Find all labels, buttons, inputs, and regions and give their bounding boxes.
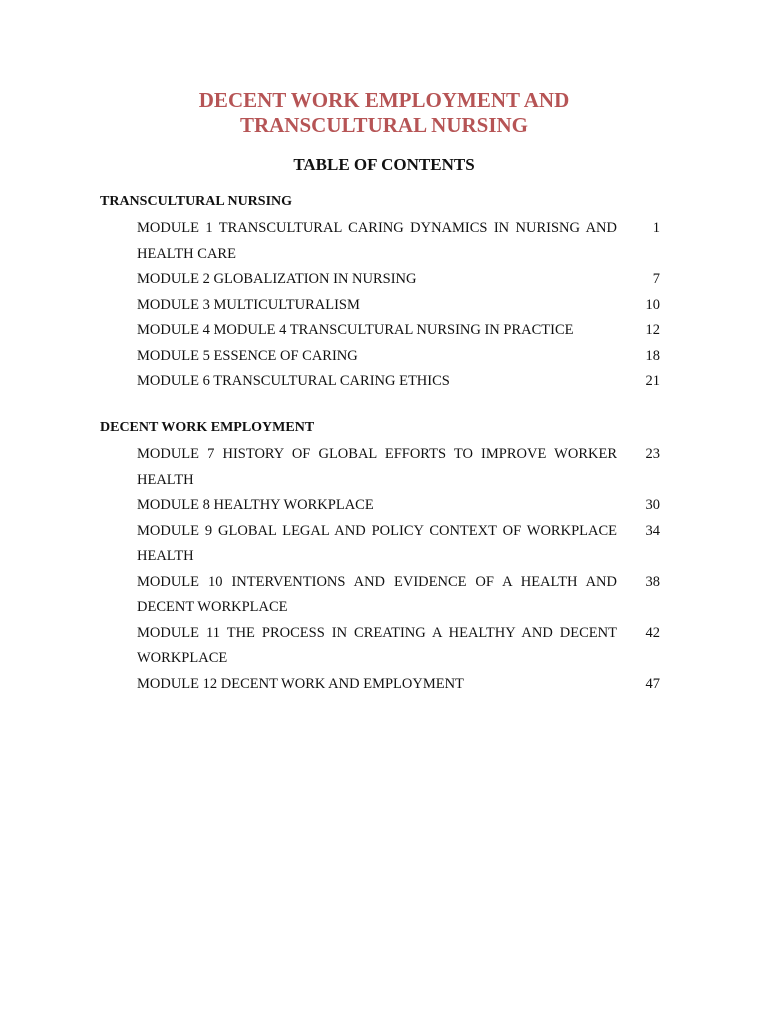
document-title-line-1: DECENT WORK EMPLOYMENT AND — [198, 88, 570, 112]
toc-entry-page: 42 — [645, 624, 660, 641]
toc-entry-title: MODULE 5 ESSENCE OF CARING — [137, 347, 358, 364]
toc-entry-title: MODULE 1 TRANSCULTURAL CARING DYNAMICS IN NURISNG AND HEALTH CARE — [137, 220, 617, 262]
toc-entry[interactable] — [100, 216, 660, 267]
toc-entry-page: 10 — [645, 296, 660, 313]
section-heading: DECENT WORK EMPLOYMENT — [100, 420, 315, 435]
toc-entry-page: 47 — [645, 675, 660, 692]
toc-entry-title: MODULE 2 GLOBALIZATION IN NURSING — [137, 271, 417, 287]
toc-entry[interactable] — [100, 519, 660, 570]
toc-entry[interactable] — [100, 267, 660, 293]
toc-entry-title: MODULE 7 HISTORY OF GLOBAL EFFORTS TO IMPROVE WORKER HEALTH — [137, 446, 617, 488]
section-heading: TRANSCULTURAL NURSING — [100, 194, 293, 209]
toc-entry[interactable] — [100, 442, 660, 493]
toc-entry-title: MODULE 9 GLOBAL LEGAL AND POLICY CONTEXT OF WORKPLACE HEALTH — [137, 522, 617, 564]
toc-entry[interactable] — [100, 293, 660, 319]
toc-section-transcultural-nursing — [100, 192, 660, 395]
toc-entry-page: 1 — [652, 220, 660, 236]
toc-entry[interactable] — [100, 344, 660, 370]
toc-entry[interactable] — [100, 621, 660, 672]
document-title — [0, 88, 768, 138]
toc-entry-title: MODULE 4 MODULE 4 TRANSCULTURAL NURSING IN PRACTICE — [137, 322, 574, 338]
document-title-line-2: TRANSCULTURAL NURSING — [239, 113, 529, 137]
toc-entry-list — [100, 442, 660, 697]
toc-entry-title: MODULE 3 MULTICULTURALISM — [137, 296, 360, 313]
toc-entry-title: MODULE 8 HEALTHY WORKPLACE — [137, 497, 374, 513]
toc-entry-page: 18 — [645, 347, 660, 364]
toc-entry-page: 34 — [645, 522, 660, 539]
toc-entry-title: MODULE 11 THE PROCESS IN CREATING A HEALTHY AND DECENT WORKPLACE — [137, 624, 617, 666]
toc-entry[interactable] — [100, 570, 660, 621]
toc-entry[interactable] — [100, 672, 660, 698]
toc-entry-page: 38 — [645, 573, 660, 590]
toc-entry-page: 12 — [645, 322, 660, 338]
toc-entry[interactable] — [100, 369, 660, 395]
toc-entry[interactable] — [100, 318, 660, 344]
toc-entry-page: 7 — [652, 271, 660, 287]
toc-section-decent-work-employment — [100, 418, 660, 697]
toc-entry-list — [100, 216, 660, 395]
toc-entry-page: 30 — [645, 497, 660, 513]
toc-entry-title: MODULE 10 INTERVENTIONS AND EVIDENCE OF A HEALTH AND DECENT WORKPLACE — [137, 573, 617, 615]
toc-entry[interactable] — [100, 493, 660, 519]
toc-entry-title: MODULE 12 DECENT WORK AND EMPLOYMENT — [137, 675, 464, 692]
toc-entry-title: MODULE 6 TRANSCULTURAL CARING ETHICS — [137, 373, 450, 389]
toc-entry-page: 21 — [645, 373, 660, 389]
toc-entry-page: 23 — [645, 446, 660, 462]
toc-heading: TABLE OF CONTENTS — [293, 155, 475, 174]
